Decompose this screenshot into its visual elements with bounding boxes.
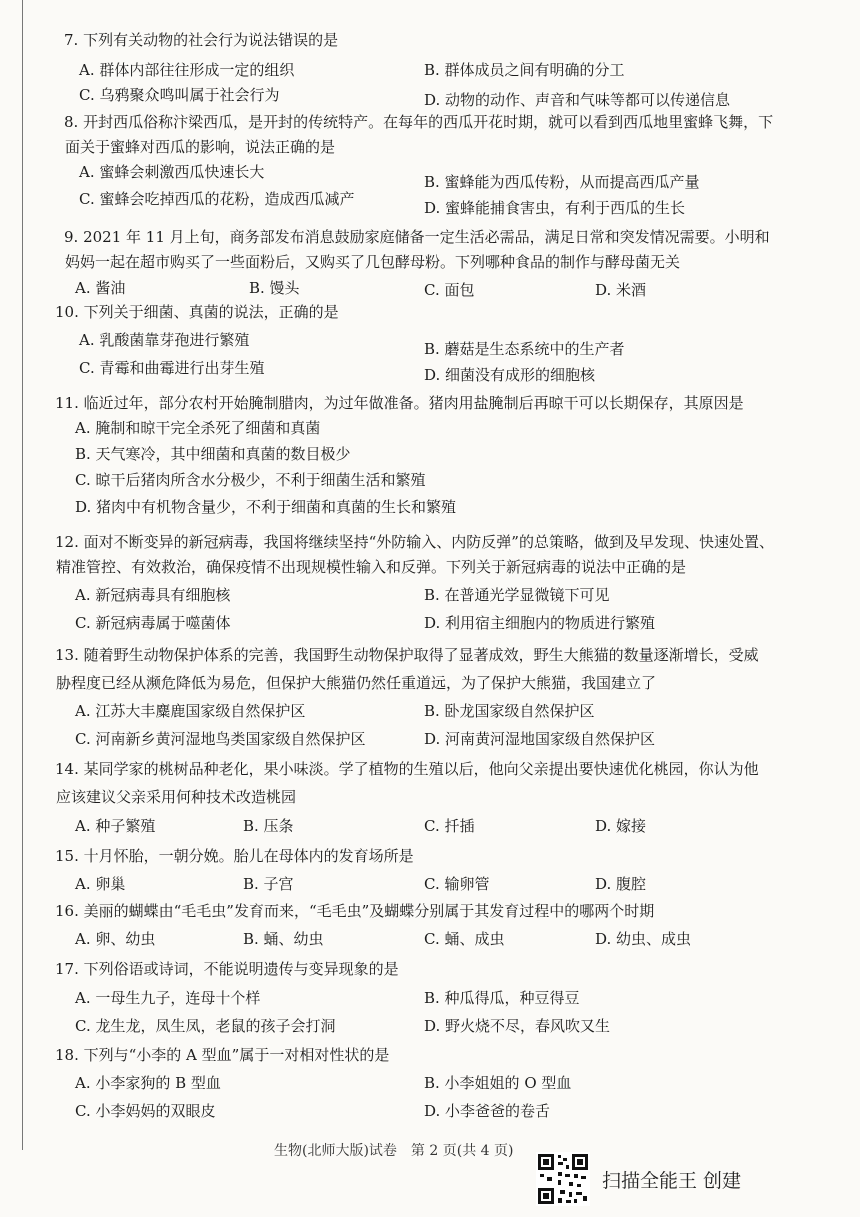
answer-option: A. 一母生九子，连母十个样: [75, 989, 261, 1007]
answer-option: B. 群体成员之间有明确的分工: [424, 61, 625, 79]
answer-option: B. 在普通光学显微镜下可见: [424, 586, 610, 604]
answer-option: B. 天气寒冷，其中细菌和真菌的数目极少: [75, 445, 351, 463]
answer-option: B. 蘑菇是生态系统中的生产者: [424, 340, 625, 358]
question-stem: 17. 下列俗语或诗词，不能说明遗传与变异现象的是: [55, 960, 399, 978]
answer-option: D. 米酒: [595, 281, 647, 299]
answer-option: D. 野火烧不尽，春风吹又生: [424, 1017, 611, 1035]
question-stem: 10. 下列关于细菌、真菌的说法，正确的是: [55, 303, 339, 321]
answer-option: B. 蜜蜂能为西瓜传粉，从而提高西瓜产量: [424, 173, 700, 191]
answer-option: C. 蛹、成虫: [424, 930, 505, 948]
page-footer: 生物(北师大版)试卷 第 2 页(共 4 页): [274, 1143, 514, 1159]
qr-code-icon: [536, 1152, 590, 1206]
answer-option: D. 猪肉中有机物含量少，不利于细菌和真菌的生长和繁殖: [75, 498, 457, 516]
answer-option: A. 乳酸菌靠芽孢进行繁殖: [79, 331, 250, 349]
answer-option: B. 压条: [243, 817, 294, 835]
answer-option: D. 嫁接: [595, 817, 647, 835]
answer-option: A. 新冠病毒具有细胞核: [75, 586, 231, 604]
question-stem: 面关于蜜蜂对西瓜的影响，说法正确的是: [65, 138, 336, 156]
answer-option: C. 晾干后猪肉所含水分极少，不利于细菌生活和繁殖: [75, 471, 426, 489]
question-stem: 妈妈一起在超市购买了一些面粉后，又购买了几包酵母粉。下列哪种食品的制作与酵母菌无关: [65, 253, 681, 271]
question-stem: 7. 下列有关动物的社会行为说法错误的是: [64, 31, 339, 49]
answer-option: D. 动物的动作、声音和气味等都可以传递信息: [424, 91, 731, 109]
answer-option: D. 利用宿主细胞内的物质进行繁殖: [424, 614, 656, 632]
question-stem: 12. 面对不断变异的新冠病毒，我国将继续坚持“外防输入、内防反弹”的总策略，做到及早发现、快速处置、: [55, 533, 774, 551]
answer-option: C. 蜜蜂会吃掉西瓜的花粉，造成西瓜减产: [79, 190, 355, 208]
answer-option: C. 河南新乡黄河湿地鸟类国家级自然保护区: [75, 730, 366, 748]
answer-option: B. 子宫: [243, 875, 294, 893]
answer-option: B. 馒头: [249, 279, 300, 297]
answer-option: A. 酱油: [75, 279, 126, 297]
answer-option: C. 青霉和曲霉进行出芽生殖: [79, 359, 265, 377]
answer-option: D. 小李爸爸的卷舌: [424, 1102, 551, 1120]
question-stem: 胁程度已经从濒危降低为易危，但保护大熊猫仍然任重道远，为了保护大熊猫，我国建立了: [56, 674, 657, 692]
answer-option: B. 小李姐姐的 O 型血: [424, 1074, 572, 1092]
answer-option: A. 小李家狗的 B 型血: [75, 1074, 221, 1092]
answer-option: C. 乌鸦聚众鸣叫属于社会行为: [79, 86, 280, 104]
answer-option: D. 河南黄河湿地国家级自然保护区: [424, 730, 656, 748]
answer-option: B. 卧龙国家级自然保护区: [424, 702, 595, 720]
answer-option: C. 面包: [424, 281, 475, 299]
answer-option: C. 输卵管: [424, 875, 490, 893]
question-stem: 8. 开封西瓜俗称汴梁西瓜，是开封的传统特产。在每年的西瓜开花时期，就可以看到西瓜地里蜜蜂飞舞，下: [64, 113, 774, 131]
answer-option: C. 小李妈妈的双眼皮: [75, 1102, 216, 1120]
question-stem: 9. 2021 年 11 月上旬，商务部发布消息鼓励家庭储备一定生活必需品，满足日常和突发情况需要。小明和: [64, 228, 770, 246]
answer-option: D. 细菌没有成形的细胞核: [424, 366, 596, 384]
question-stem: 15. 十月怀胎，一朝分娩。胎儿在母体内的发育场所是: [55, 847, 414, 865]
scanner-watermark: 扫描全能王 创建: [602, 1170, 742, 1192]
answer-option: D. 腹腔: [595, 875, 647, 893]
answer-option: B. 蛹、幼虫: [243, 930, 324, 948]
answer-option: A. 江苏大丰麋鹿国家级自然保护区: [75, 702, 306, 720]
answer-option: C. 新冠病毒属于噬菌体: [75, 614, 231, 632]
question-stem: 14. 某同学家的桃树品种老化，果小味淡。学了植物的生殖以后，他向父亲提出要快速优化桃园，你认为他: [55, 760, 759, 778]
answer-option: A. 群体内部往往形成一定的组织: [79, 61, 295, 79]
answer-option: A. 卵巢: [75, 875, 126, 893]
answer-option: C. 扦插: [424, 817, 475, 835]
binding-rule: [22, 0, 23, 1150]
question-stem: 精准管控、有效救治，确保疫情不出现规模性输入和反弹。下列关于新冠病毒的说法中正确的是: [56, 558, 687, 576]
answer-option: A. 腌制和晾干完全杀死了细菌和真菌: [75, 419, 321, 437]
answer-option: A. 卵、幼虫: [75, 930, 156, 948]
question-stem: 16. 美丽的蝴蝶由“毛毛虫”发育而来，“毛毛虫”及蝴蝶分别属于其发育过程中的哪两个时期: [55, 902, 655, 920]
answer-option: D. 幼虫、成虫: [595, 930, 692, 948]
question-stem: 18. 下列与“小李的 A 型血”属于一对相对性状的是: [55, 1046, 390, 1064]
answer-option: C. 龙生龙，凤生凤，老鼠的孩子会打洞: [75, 1017, 336, 1035]
question-stem: 11. 临近过年，部分农村开始腌制腊肉，为过年做准备。猪肉用盐腌制后再晾干可以长期保存，其原因是: [55, 394, 744, 412]
answer-option: A. 种子繁殖: [75, 817, 156, 835]
question-stem: 应该建议父亲采用何种技术改造桃园: [56, 788, 297, 806]
answer-option: A. 蜜蜂会刺激西瓜快速长大: [79, 163, 265, 181]
answer-option: B. 种瓜得瓜，种豆得豆: [424, 989, 580, 1007]
answer-option: D. 蜜蜂能捕食害虫，有利于西瓜的生长: [424, 199, 686, 217]
question-stem: 13. 随着野生动物保护体系的完善，我国野生动物保护取得了显著成效，野生大熊猫的数量逐渐增长，受威: [55, 646, 759, 664]
